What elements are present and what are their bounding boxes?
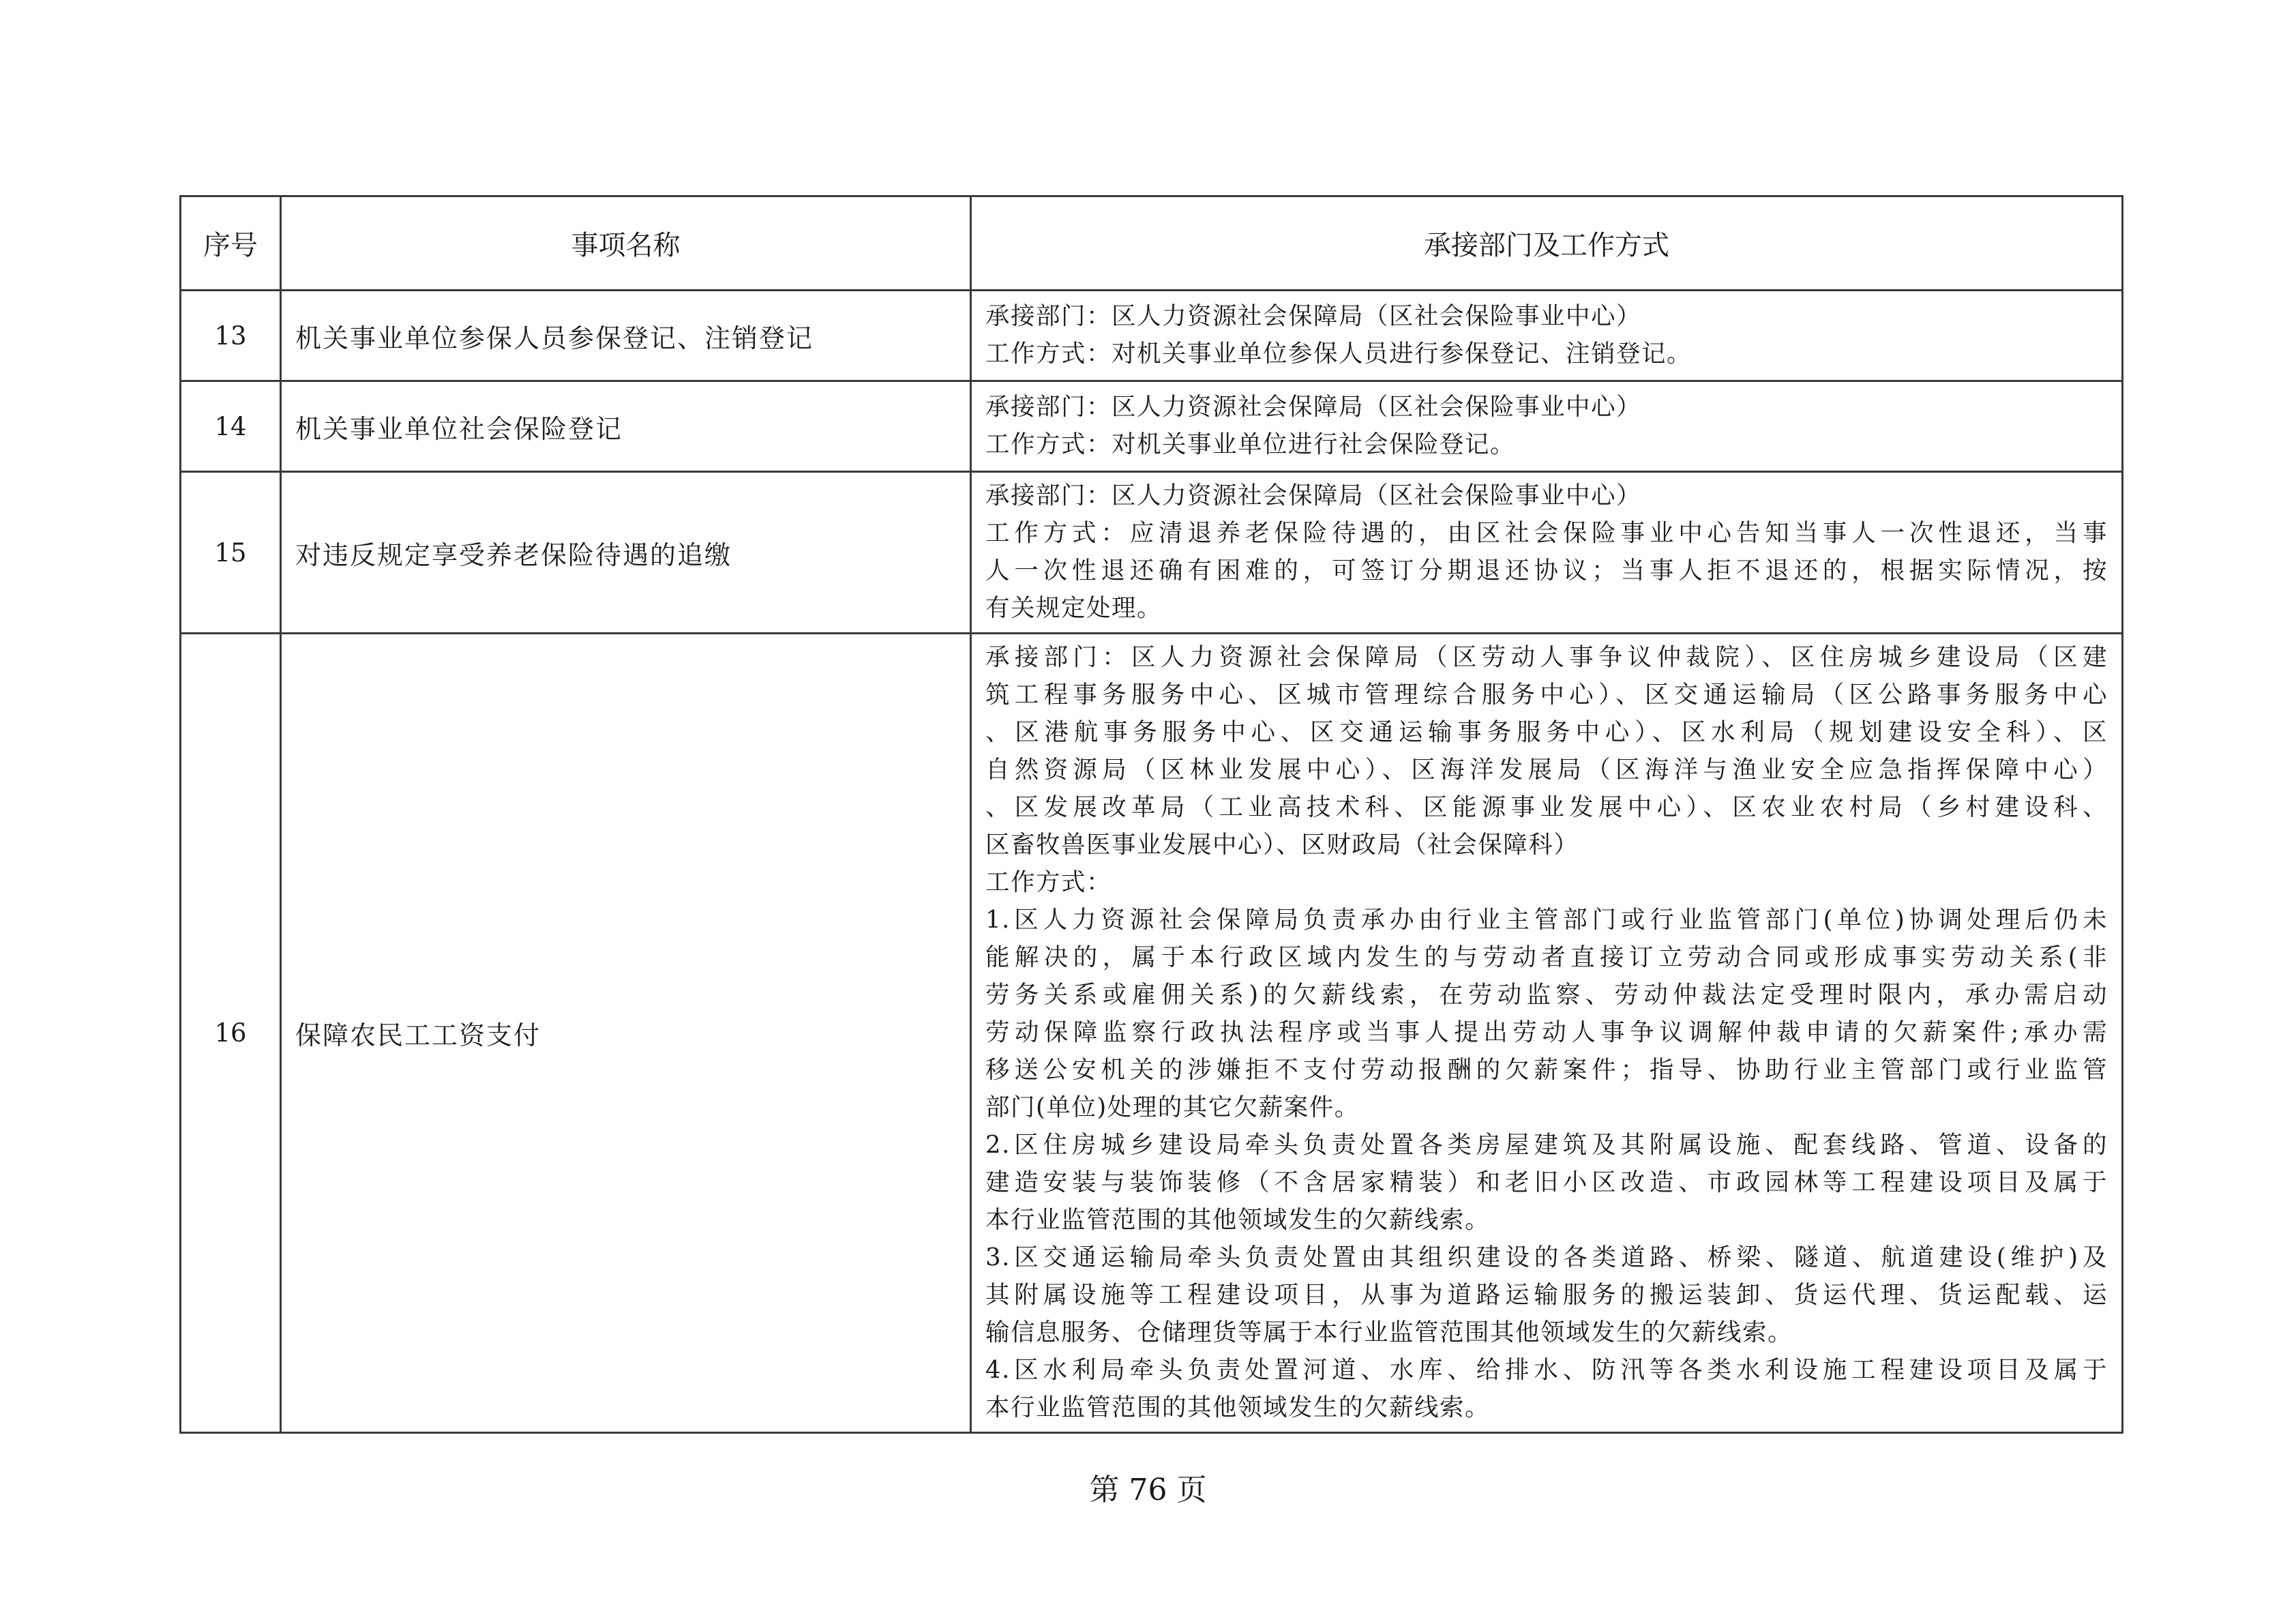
text-line: 1.区人力资源社会保障局负责承办由行业主管部门或行业监管部门(单位)协调处理后仍未 xyxy=(985,906,2108,934)
text-line: 2.区住房城乡建设局牵头负责处置各类房屋建筑及其附属设施、配套线路、管道、设备的 xyxy=(985,1131,2108,1159)
text-line: 输信息服务、仓储理货等属于本行业监管范围其他领域发生的欠薪线索。 xyxy=(985,1318,1793,1346)
row-department-method xyxy=(971,291,2123,381)
text-line: 移送公安机关的涉嫌拒不支付劳动报酬的欠薪案件；指导、协助行业主管部门或行业监管 xyxy=(985,1056,2108,1084)
table-row xyxy=(181,291,2123,381)
text-line: 工作方式： xyxy=(985,868,1112,896)
header-serial-number: 序号 xyxy=(181,196,281,291)
header-item-name: 事项名称 xyxy=(281,196,971,291)
text-line: 区畜牧兽医事业发展中心）、区财政局（社会保障科） xyxy=(985,831,1579,859)
row-serial-number: 16 xyxy=(181,634,281,1433)
row-item-name: 对违反规定享受养老保险待遇的追缴 xyxy=(281,472,971,634)
text-line: 、区港航事务服务中心、区交通运输事务服务中心）、区水利局（规划建设安全科）、区 xyxy=(985,718,2108,746)
items-table xyxy=(179,195,2123,1434)
header-department-method: 承接部门及工作方式 xyxy=(971,196,2123,291)
row-item-name: 机关事业单位参保人员参保登记、注销登记 xyxy=(281,291,971,381)
text-line: 劳务关系或雇佣关系)的欠薪线索，在劳动监察、劳动仲裁法定受理时限内，承办需启动 xyxy=(985,981,2108,1009)
text-line: 自然资源局（区林业发展中心）、区海洋发展局（区海洋与渔业安全应急指挥保障中心） xyxy=(985,756,2108,784)
text-line: 能解决的，属于本行政区域内发生的与劳动者直接订立劳动合同或形成事实劳动关系(非 xyxy=(985,943,2108,971)
table-row xyxy=(181,381,2123,472)
row-serial-number: 13 xyxy=(181,291,281,381)
text-line: 承接部门：区人力资源社会保障局（区社会保险事业中心） xyxy=(985,302,1642,330)
text-line: 、区发展改革局（工业高技术科、区能源事业发展中心）、区农业农村局（乡村建设科、 xyxy=(985,793,2108,821)
text-line: 筑工程事务服务中心、区城市管理综合服务中心）、区交通运输局（区公路事务服务中心 xyxy=(985,681,2108,709)
row-item-name: 保障农民工工资支付 xyxy=(281,634,971,1433)
text-line: 部门(单位)处理的其它欠薪案件。 xyxy=(985,1093,1360,1121)
text-line: 工作方式：对机关事业单位参保人员进行参保登记、注销登记。 xyxy=(985,340,1693,368)
text-line: 本行业监管范围的其他领域发生的欠薪线索。 xyxy=(985,1393,1491,1421)
table-row xyxy=(181,634,2123,1433)
table-row xyxy=(181,472,2123,634)
text-line: 其附属设施等工程建设项目，从事为道路运输服务的搬运装卸、货运代理、货运配载、运 xyxy=(985,1281,2108,1309)
page-number: 第 76 页 xyxy=(1089,1473,1207,1507)
row-department-method xyxy=(971,634,2123,1433)
text-line: 建造安装与装饰装修（不含居家精装）和老旧小区改造、市政园林等工程建设项目及属于 xyxy=(985,1168,2108,1196)
text-line: 承接部门：区人力资源社会保障局（区社会保险事业中心） xyxy=(985,393,1642,421)
text-line: 3.区交通运输局牵头负责处置由其组织建设的各类道路、桥梁、隧道、航道建设(维护)及 xyxy=(985,1243,2108,1271)
row-item-name: 机关事业单位社会保险登记 xyxy=(281,381,971,472)
text-line: 4.区水利局牵头负责处置河道、水库、给排水、防汛等各类水利设施工程建设项目及属于 xyxy=(985,1356,2108,1384)
text-line: 劳动保障监察行政执法程序或当事人提出劳动人事争议调解仲裁申请的欠薪案件;承办需 xyxy=(985,1018,2108,1046)
text-line: 承接部门：区人力资源社会保障局（区劳动人事争议仲裁院）、区住房城乡建设局（区建 xyxy=(985,643,2108,671)
row-serial-number: 14 xyxy=(181,381,281,472)
text-line: 工作方式：应清退养老保险待遇的，由区社会保险事业中心告知当事人一次性退还，当事 xyxy=(985,519,2108,547)
row-department-method xyxy=(971,381,2123,472)
text-line: 人一次性退还确有困难的，可签订分期退还协议；当事人拒不退还的，根据实际情况，按 xyxy=(985,557,2108,585)
text-line: 有关规定处理。 xyxy=(985,594,1163,622)
row-department-method xyxy=(971,472,2123,634)
row-serial-number: 15 xyxy=(181,472,281,634)
text-line: 工作方式：对机关事业单位进行社会保险登记。 xyxy=(985,430,1516,458)
text-line: 本行业监管范围的其他领域发生的欠薪线索。 xyxy=(985,1206,1491,1234)
table-header-row xyxy=(181,196,2123,291)
text-line: 承接部门：区人力资源社会保障局（区社会保险事业中心） xyxy=(985,482,1642,510)
